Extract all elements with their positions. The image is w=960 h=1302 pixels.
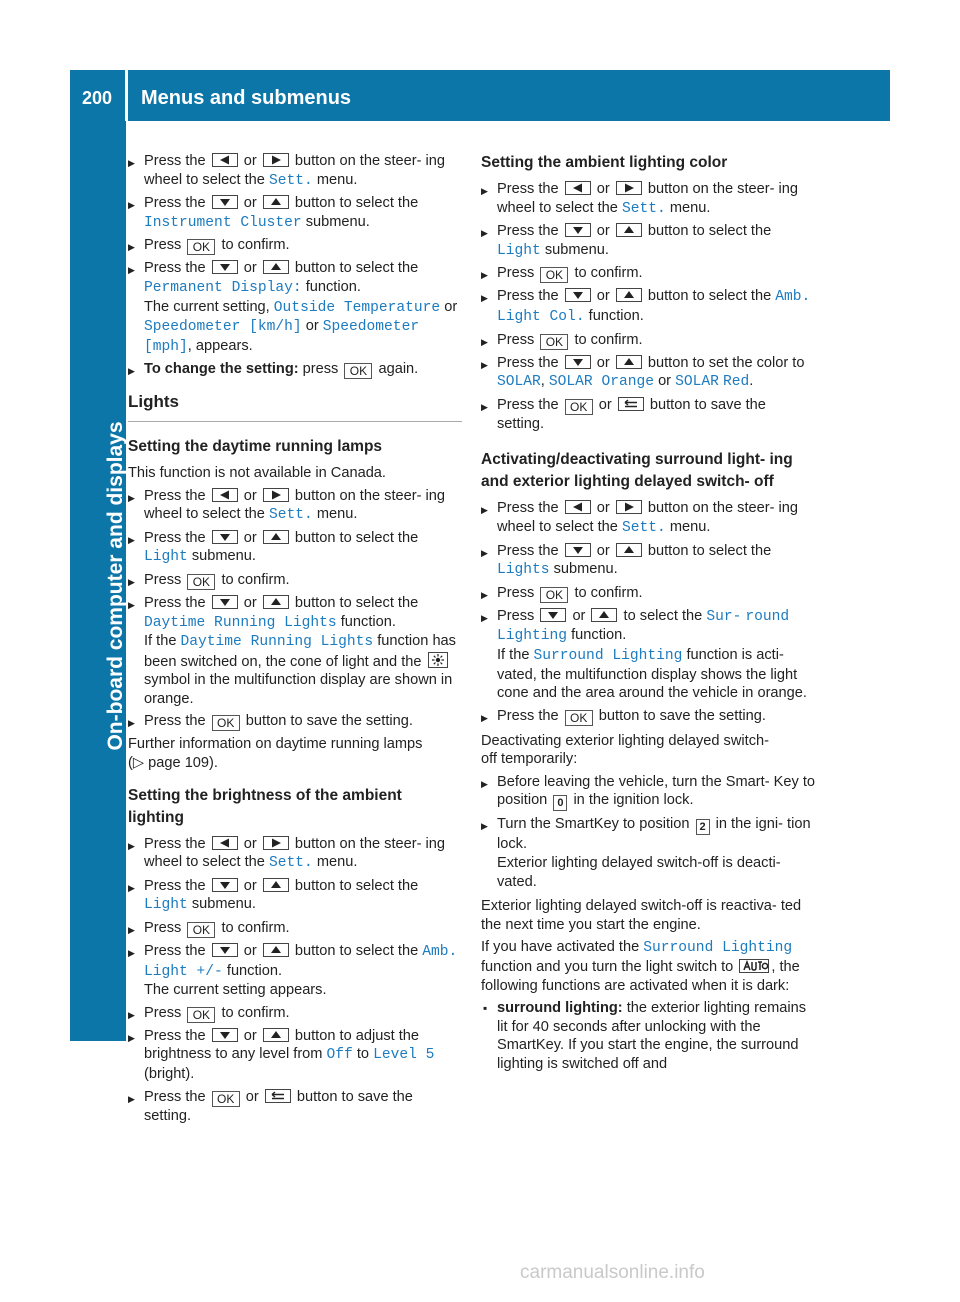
paragraph: Deactivating exterior lighting delayed switch- off temporarily: bbox=[481, 732, 769, 768]
step: ▶ Press the or button to select the Daytime Running Lights function. If the Daytime Running Lights function has been switched on, the cone of light and the symbol in the multifunction display are shown in orange. bbox=[128, 594, 462, 709]
ok-key-icon: OK bbox=[212, 715, 240, 731]
step: ▶ Press the OK or button to save the setting. bbox=[481, 396, 815, 434]
left-arrow-key-icon bbox=[565, 500, 591, 514]
back-key-icon bbox=[265, 1089, 291, 1103]
ok-key-icon: OK bbox=[565, 710, 593, 726]
subheading-brightness: Setting the brightness of the ambient lighting bbox=[128, 786, 402, 826]
ok-key-icon: OK bbox=[540, 334, 568, 350]
step: ▶ Press the or button on the steer- ing wheel to select the Sett. menu. bbox=[128, 835, 462, 873]
right-arrow-key-icon bbox=[263, 836, 289, 850]
step: ▶ Press the OK or button to save the setting. bbox=[128, 1088, 462, 1126]
subheading-color: Setting the ambient lighting color bbox=[481, 154, 728, 171]
step: ▶ Turn the SmartKey to position 2 in the igni- tion lock. Exterior lighting delayed switch-off is deacti- vated. bbox=[481, 815, 815, 891]
up-arrow-key-icon bbox=[591, 608, 617, 622]
down-arrow-key-icon bbox=[565, 223, 591, 237]
paragraph: If you have activated the Surround Lighting function and you turn the light switch to , the following functions are activated when it is dark: bbox=[481, 939, 800, 994]
subheading-drl: Setting the daytime running lamps bbox=[128, 437, 383, 455]
key-position-0-icon: 0 bbox=[553, 795, 567, 811]
down-arrow-key-icon bbox=[540, 608, 566, 622]
step: ▶ To change the setting: press OK again. bbox=[128, 360, 462, 379]
step: ▶ Press the OK button to save the setting. bbox=[128, 712, 462, 731]
step: ▶ Before leaving the vehicle, turn the Smart- Key to position 0 in the ignition lock. bbox=[481, 773, 815, 812]
up-arrow-key-icon bbox=[263, 595, 289, 609]
bullet-item: ▪ surround lighting: the exterior lighting remains lit for 40 seconds after unlocking with the SmartKey. If you start the engine, the surround lighting is switched off and bbox=[481, 999, 815, 1073]
step: ▶ Press the or button to select the Amb. Light +/- function. The current setting appears. bbox=[128, 942, 462, 1000]
up-arrow-key-icon bbox=[263, 943, 289, 957]
step: ▶ Press OK to confirm. bbox=[128, 919, 462, 938]
left-column bbox=[128, 152, 462, 1129]
ok-key-icon: OK bbox=[212, 1091, 240, 1107]
right-arrow-key-icon bbox=[616, 500, 642, 514]
up-arrow-key-icon bbox=[263, 260, 289, 274]
ok-key-icon: OK bbox=[344, 363, 372, 379]
step: ▶ Press the or button on the steer- ing wheel to select the Sett. menu. bbox=[128, 487, 462, 525]
ok-key-icon: OK bbox=[540, 587, 568, 603]
left-arrow-key-icon bbox=[212, 836, 238, 850]
ok-key-icon: OK bbox=[565, 399, 593, 415]
watermark: carmanualsonline.info bbox=[520, 1262, 705, 1283]
down-arrow-key-icon bbox=[565, 543, 591, 557]
down-arrow-key-icon bbox=[212, 195, 238, 209]
right-column bbox=[481, 152, 815, 1078]
paragraph: Further information on daytime running lamps (▷ page 109). bbox=[128, 736, 423, 772]
down-arrow-key-icon bbox=[212, 1028, 238, 1042]
step: ▶ Press the or button to select the Lights submenu. bbox=[481, 542, 815, 580]
step: ▶ Press the or button to select the Light submenu. bbox=[128, 877, 462, 915]
key-position-2-icon: 2 bbox=[696, 819, 710, 835]
page-ref-icon: ▷ bbox=[132, 755, 145, 772]
right-arrow-key-icon bbox=[263, 153, 289, 167]
paragraph: This function is not available in Canada. bbox=[128, 464, 386, 481]
step: ▶ Press or to select the Sur- round Lighting function. If the Surround Lighting function is acti- vated, the multifunction display shows the light cone and the area around the vehicle in orange. bbox=[481, 607, 815, 703]
step: ▶ Press OK to confirm. bbox=[128, 236, 462, 255]
page-number: 200 bbox=[82, 88, 113, 108]
down-arrow-key-icon bbox=[212, 878, 238, 892]
ok-key-icon: OK bbox=[187, 1007, 215, 1023]
right-arrow-key-icon bbox=[263, 488, 289, 502]
up-arrow-key-icon bbox=[263, 878, 289, 892]
left-arrow-key-icon bbox=[212, 488, 238, 502]
step: ▶ Press OK to confirm. bbox=[481, 584, 815, 603]
down-arrow-key-icon bbox=[565, 355, 591, 369]
step: ▶ Press OK to confirm. bbox=[128, 571, 462, 590]
step: ▶ Press the OK button to save the setting. bbox=[481, 707, 815, 726]
left-arrow-key-icon bbox=[212, 153, 238, 167]
header-divider bbox=[125, 70, 128, 121]
step: ▶ Press the or button to select the Permanent Display: function. The current setting, Outside Temperature or Speedometer [km/h] or Speedometer [mph], appears. bbox=[128, 259, 462, 356]
up-arrow-key-icon bbox=[263, 195, 289, 209]
down-arrow-key-icon bbox=[212, 595, 238, 609]
step: ▶ Press the or button on the steer- ing wheel to select the Sett. menu. bbox=[128, 152, 462, 190]
down-arrow-key-icon bbox=[212, 530, 238, 544]
right-arrow-key-icon bbox=[616, 181, 642, 195]
auto-switch-icon bbox=[739, 959, 769, 973]
ok-key-icon: OK bbox=[187, 574, 215, 590]
paragraph: Exterior lighting delayed switch-off is reactiva- ted the next time you start the engine. bbox=[481, 898, 802, 933]
down-arrow-key-icon bbox=[565, 288, 591, 302]
ok-key-icon: OK bbox=[187, 239, 215, 255]
step: ▶ Press the or button on the steer- ing wheel to select the Sett. menu. bbox=[481, 499, 815, 537]
step: ▶ Press the or button to select the Amb. Light Col. function. bbox=[481, 287, 815, 326]
step: ▶ Press OK to confirm. bbox=[481, 264, 815, 283]
section-heading-lights: Lights bbox=[128, 393, 462, 422]
step: ▶ Press the or button to select the Light submenu. bbox=[481, 222, 815, 260]
page-title: Menus and submenus bbox=[141, 87, 352, 109]
subheading-surround: Activating/deactivating surround light- ing and exterior lighting delayed switch- off bbox=[481, 451, 793, 491]
down-arrow-key-icon bbox=[212, 943, 238, 957]
up-arrow-key-icon bbox=[616, 223, 642, 237]
up-arrow-key-icon bbox=[616, 543, 642, 557]
step: ▶ Press the or button to set the color to SOLAR, SOLAR Orange or SOLAR Red. bbox=[481, 354, 815, 392]
daytime-light-symbol-icon bbox=[428, 652, 448, 668]
up-arrow-key-icon bbox=[616, 288, 642, 302]
left-arrow-key-icon bbox=[565, 181, 591, 195]
up-arrow-key-icon bbox=[263, 530, 289, 544]
step: ▶ Press the or button on the steer- ing wheel to select the Sett. menu. bbox=[481, 180, 815, 218]
step: ▶ Press the or button to adjust the brightness to any level from Off to Level 5 (bright). bbox=[128, 1027, 462, 1084]
ok-key-icon: OK bbox=[187, 922, 215, 938]
step: ▶ Press the or button to select the Light submenu. bbox=[128, 529, 462, 567]
ok-key-icon: OK bbox=[540, 267, 568, 283]
up-arrow-key-icon bbox=[263, 1028, 289, 1042]
step: ▶ Press OK to confirm. bbox=[128, 1004, 462, 1023]
step: ▶ Press OK to confirm. bbox=[481, 331, 815, 350]
down-arrow-key-icon bbox=[212, 260, 238, 274]
back-key-icon bbox=[618, 397, 644, 411]
step: ▶ Press the or button to select the Instrument Cluster submenu. bbox=[128, 194, 462, 232]
up-arrow-key-icon bbox=[616, 355, 642, 369]
